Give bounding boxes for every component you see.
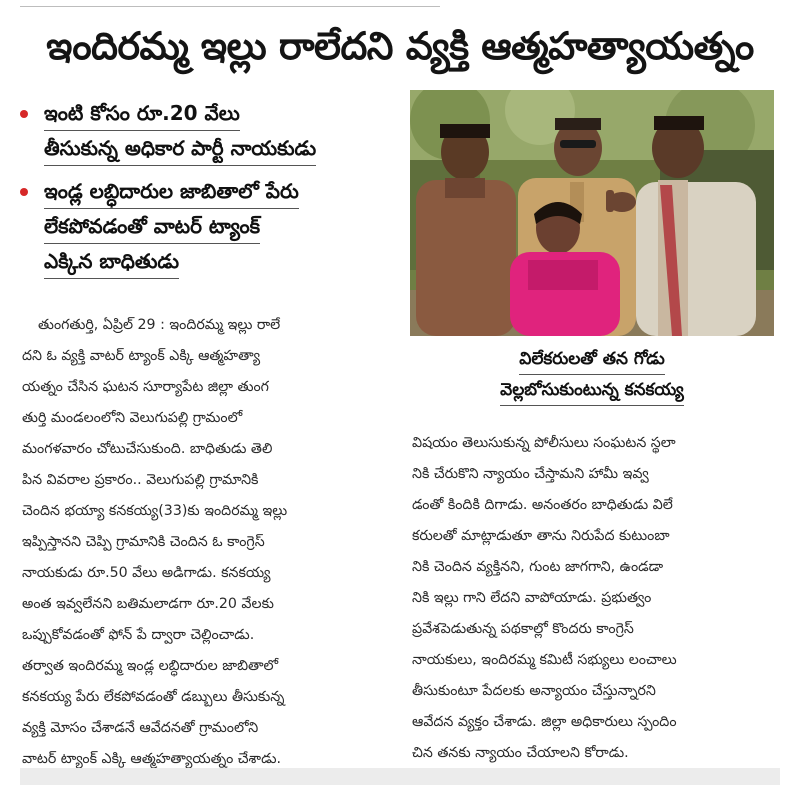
- highlight-line: లేకపోవడంతో వాటర్ ట్యాంక్: [44, 209, 260, 244]
- article-line: వాటర్ ట్యాంక్ ఎక్కి ఆత్మహత్యాయత్నం చేశాడు.: [22, 751, 281, 767]
- article-line: నాయకుడు రూ.50 వేలు అడిగాడు. కనకయ్య: [22, 565, 271, 581]
- article-line: కరులతో మాట్లాడుతూ తాను నిరుపేద కుటుంబా: [412, 528, 670, 544]
- article-line: నికి చెందిన వ్యక్తినని, గుంట జాగగాని, ఉండడా: [412, 559, 664, 575]
- caption-line: విలేకరులతో తన గోడు: [519, 344, 665, 375]
- article-line: నికి చేరుకొని న్యాయం చేస్తామని హామీ ఇవ్వ: [412, 466, 649, 482]
- article-line: ఆవేదన వ్యక్తం చేశాడు. జిల్లా అధికారులు స్పందిం: [412, 714, 677, 730]
- article-line: చెందిన భయ్యా కనకయ్య(33)కు ఇందిరమ్మ ఇల్లు: [22, 503, 288, 519]
- article-line: ప్రవేశపెడుతున్న పథకాల్లో కొందరు కాంగ్రెస్: [412, 621, 634, 637]
- highlight-line: ఇంటి కోసం రూ.20 వేలు: [44, 96, 240, 131]
- caption-line: వెల్లబోసుకుంటున్న కనకయ్య: [500, 375, 684, 406]
- article-line: యత్నం చేసిన ఘటన సూర్యాపేట జిల్లా తుంగ: [22, 379, 269, 395]
- article-line: కనకయ్య పేరు లేకపోవడంతో డబ్బులు తీసుకున్న: [22, 689, 285, 705]
- article-line: డంతో కిందికి దిగాడు. అనంతరం బాధితుడు విలే: [412, 497, 673, 513]
- article-right-column: [412, 428, 772, 769]
- article-line: తర్వాత ఇందిరమ్మ ఇండ్ల లబ్ధిదారుల జాబితాలో: [22, 658, 279, 674]
- top-rule: [20, 6, 440, 7]
- article-line: దని ఓ వ్యక్తి వాటర్ ట్యాంక్ ఎక్కి ఆత్మహత్యా: [22, 348, 261, 364]
- headline: ఇందిరమ్మ ఇల్లు రాలేదని వ్యక్తి ఆత్మహత్యాయత్నం: [46, 24, 754, 68]
- article-line: తీసుకుంటూ పేదలకు అన్యాయం చేస్తున్నారని: [412, 683, 656, 699]
- article-left-column: [22, 310, 390, 775]
- article-line: తుంగతుర్తి, ఏప్రిల్ 29 : ఇందిరమ్మ ఇల్లు రాలే: [38, 317, 281, 333]
- photo-illustration: [410, 90, 774, 336]
- article-line: ఒప్పుకోవడంతో ఫోన్ పే ద్వారా చెల్లించాడు.: [22, 627, 255, 643]
- article-line: చిన తనకు న్యాయం చేయాలని కోరాడు.: [412, 745, 629, 761]
- bullet-dot-icon: [20, 188, 28, 196]
- photo-caption: [410, 344, 774, 406]
- news-photo: [410, 90, 774, 336]
- article-line: విషయం తెలుసుకున్న పోలీసులు సంఘటన స్థలా: [412, 435, 676, 451]
- highlight-line: ఇండ్ల లబ్ధిదారుల జాబితాలో పేరు: [44, 174, 299, 209]
- article-line: తుర్తి మండలంలోని వెలుగుపల్లి గ్రామంలో: [22, 410, 243, 426]
- highlight-line: తీసుకున్న అధికార పార్టీ నాయకుడు: [44, 131, 316, 166]
- bottom-band: [20, 768, 780, 785]
- highlight-line: ఎక్కిన బాధితుడు: [44, 244, 179, 279]
- highlight-item: [18, 174, 398, 279]
- article-line: నాయకులు, ఇందిరమ్మ కమిటీ సభ్యులు లంచాలు: [412, 652, 677, 668]
- article-line: నికి ఇల్లు గాని లేదని వాపోయాడు. ప్రభుత్వం: [412, 590, 652, 606]
- bullet-dot-icon: [20, 110, 28, 118]
- article-line: పిన వివరాల ప్రకారం.. వెలుగుపల్లి గ్రామానికి: [22, 472, 259, 488]
- article-line: అంత ఇవ్వలేనని బతిమలాడగా రూ.20 వేలకు: [22, 596, 274, 612]
- highlights: [18, 96, 398, 287]
- article-line: వ్యక్తి మోసం చేశాడనే ఆవేదనతో గ్రామంలోని: [22, 720, 259, 736]
- article-line: మంగళవారం చోటుచేసుకుంది. బాధితుడు తెలి: [22, 441, 273, 457]
- article-line: ఇప్పిస్తానని చెప్పి గ్రామానికి చెందిన ఓ కాంగ్రెస్: [22, 534, 265, 550]
- highlight-item: [18, 96, 398, 166]
